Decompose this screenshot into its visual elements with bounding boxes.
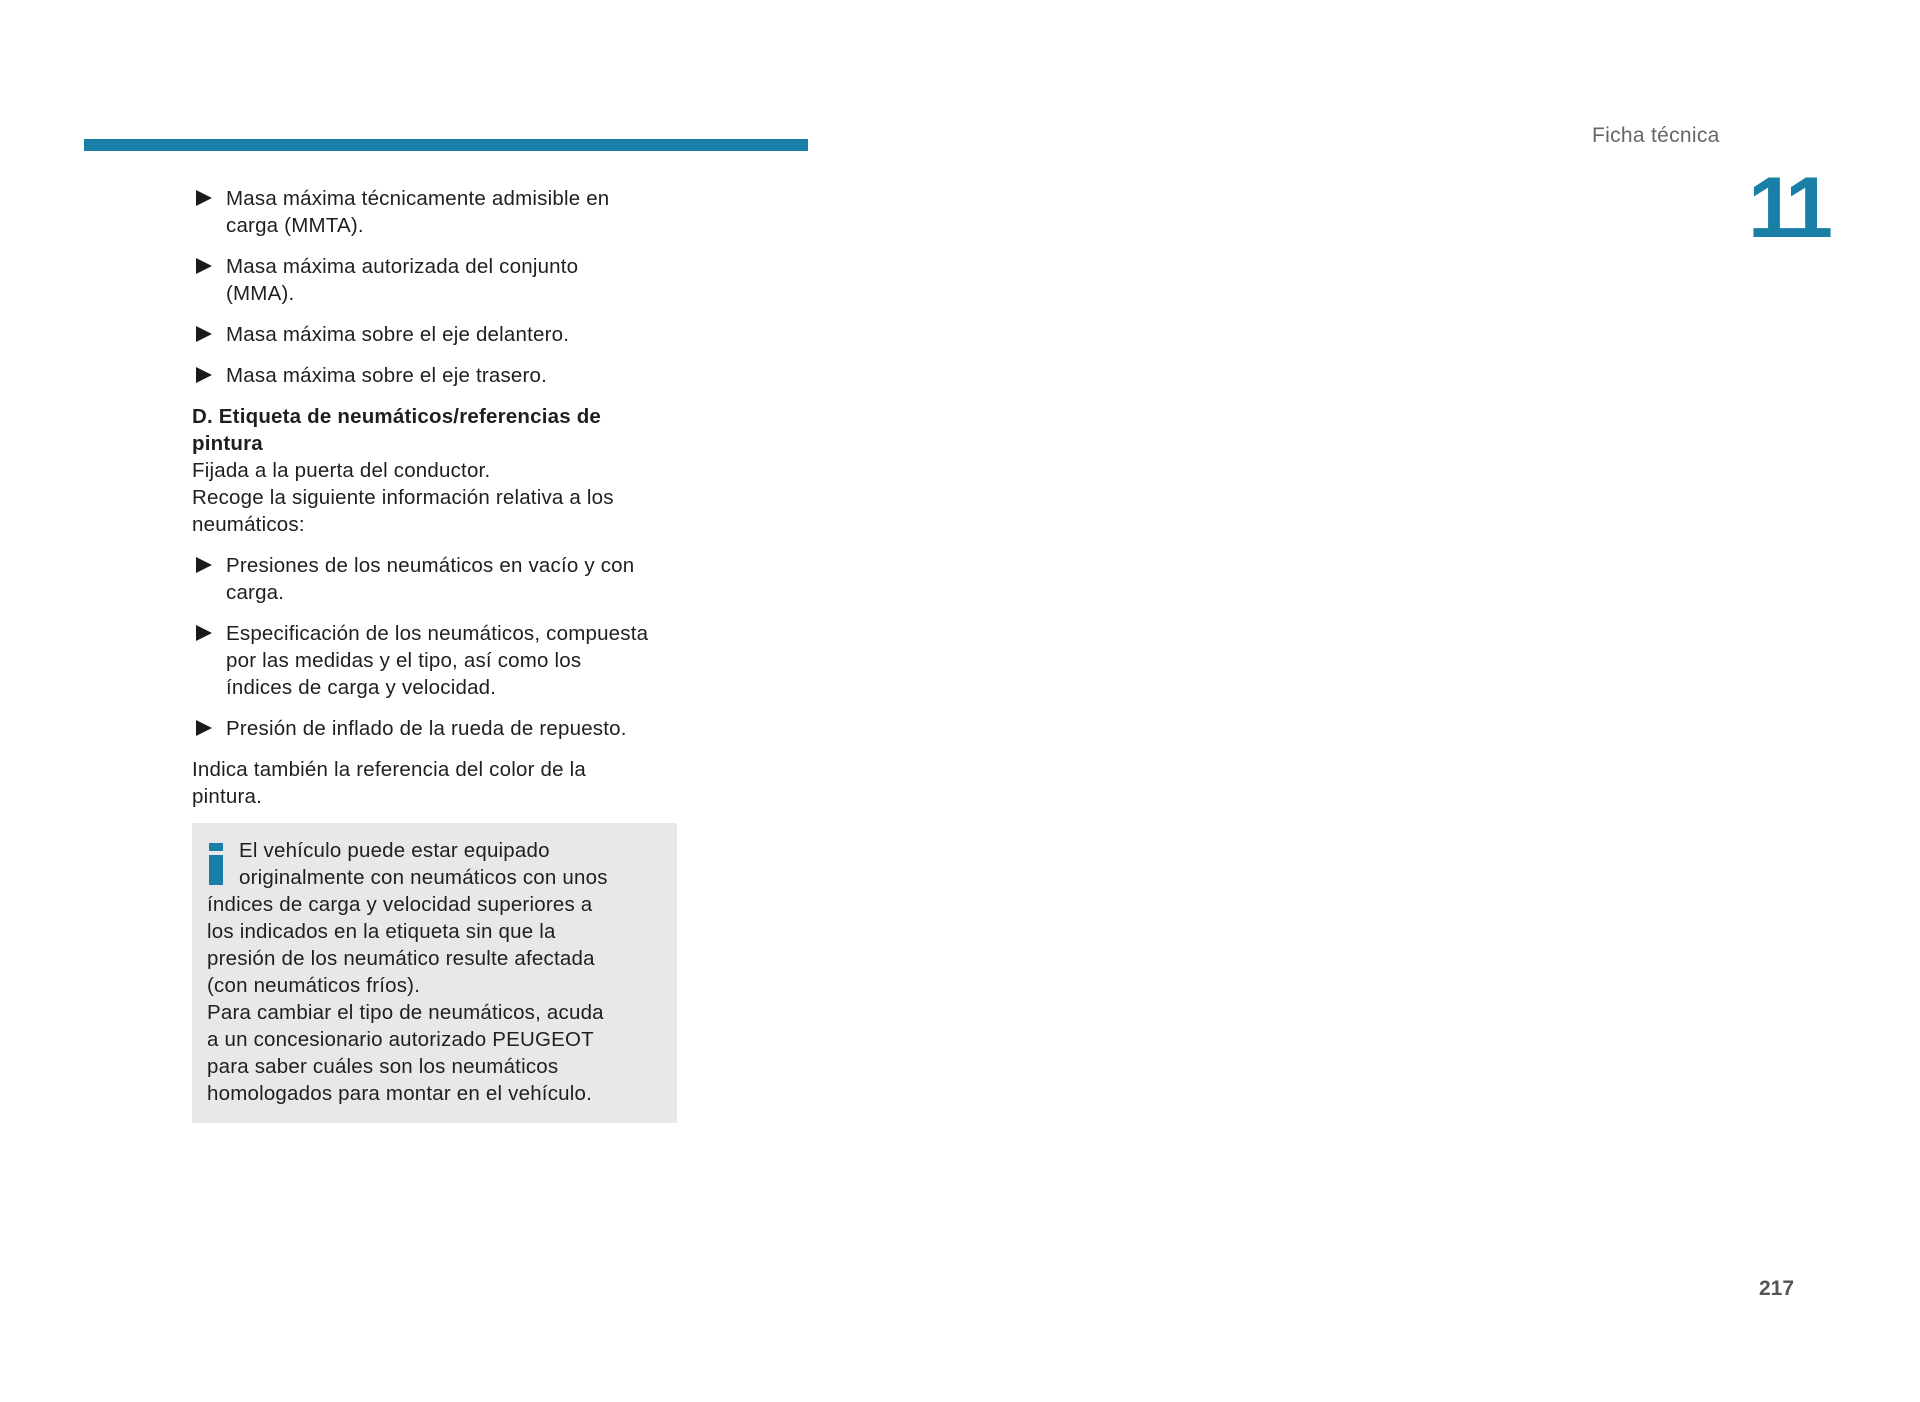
list-item: Masa máxima sobre el eje delantero.	[192, 321, 692, 348]
section-heading: D. Etiqueta de neumáticos/referencias de	[192, 405, 602, 428]
header-rule	[84, 139, 808, 151]
info-line: presión de los neumático resulte afectada	[207, 947, 595, 970]
info-line: índices de carga y velocidad superiores a	[207, 893, 593, 916]
main-content	[192, 185, 692, 824]
tire-label-section	[192, 403, 692, 538]
intro-text: Recoge la siguiente información relativa a los	[192, 486, 614, 509]
section-title: Ficha técnica	[1592, 124, 1720, 147]
bullet-arrow-icon	[196, 625, 212, 641]
list-item: Masa máxima técnicamente admisible en carga (MMTA).	[192, 185, 692, 239]
list-item: Masa máxima sobre el eje trasero.	[192, 362, 692, 389]
list-item: Presión de inflado de la rueda de repuesto.	[192, 715, 692, 742]
info-line: a un concesionario autorizado PEUGEOT	[207, 1028, 594, 1051]
bullet-arrow-icon	[196, 190, 212, 206]
info-line: para saber cuáles son los neumáticos	[207, 1055, 559, 1078]
info-line: los indicados en la etiqueta sin que la	[207, 920, 556, 943]
info-line: El vehículo puede estar equipado	[239, 839, 550, 862]
bullet-arrow-icon	[196, 258, 212, 274]
bullet-arrow-icon	[196, 557, 212, 573]
bullet-arrow-icon	[196, 367, 212, 383]
list-item: Masa máxima autorizada del conjunto (MMA).	[192, 253, 692, 307]
chapter-number: 11	[1748, 160, 1827, 256]
list-item: Presiones de los neumáticos en vacío y con carga.	[192, 552, 692, 606]
info-line: originalmente con neumáticos con unos	[239, 866, 608, 889]
info-line: homologados para montar en el vehículo.	[207, 1082, 593, 1105]
info-line: (con neumáticos fríos).	[207, 974, 421, 997]
list-item: Especificación de los neumáticos, compuesta por las medidas y el tipo, así como los índices de carga y velocidad.	[192, 620, 692, 701]
info-icon	[209, 843, 223, 885]
bullet-arrow-icon	[196, 720, 212, 736]
page-number: 217	[1759, 1277, 1795, 1300]
bullet-arrow-icon	[196, 326, 212, 342]
info-line: Para cambiar el tipo de neumáticos, acuda	[207, 1001, 604, 1024]
intro-text: neumáticos:	[192, 513, 305, 536]
closing-paragraph: Indica también la referencia del color de la pintura.	[192, 758, 586, 808]
section-heading-cont: pintura	[192, 432, 263, 455]
info-note-box	[192, 823, 677, 1123]
intro-text: Fijada a la puerta del conductor.	[192, 459, 491, 482]
